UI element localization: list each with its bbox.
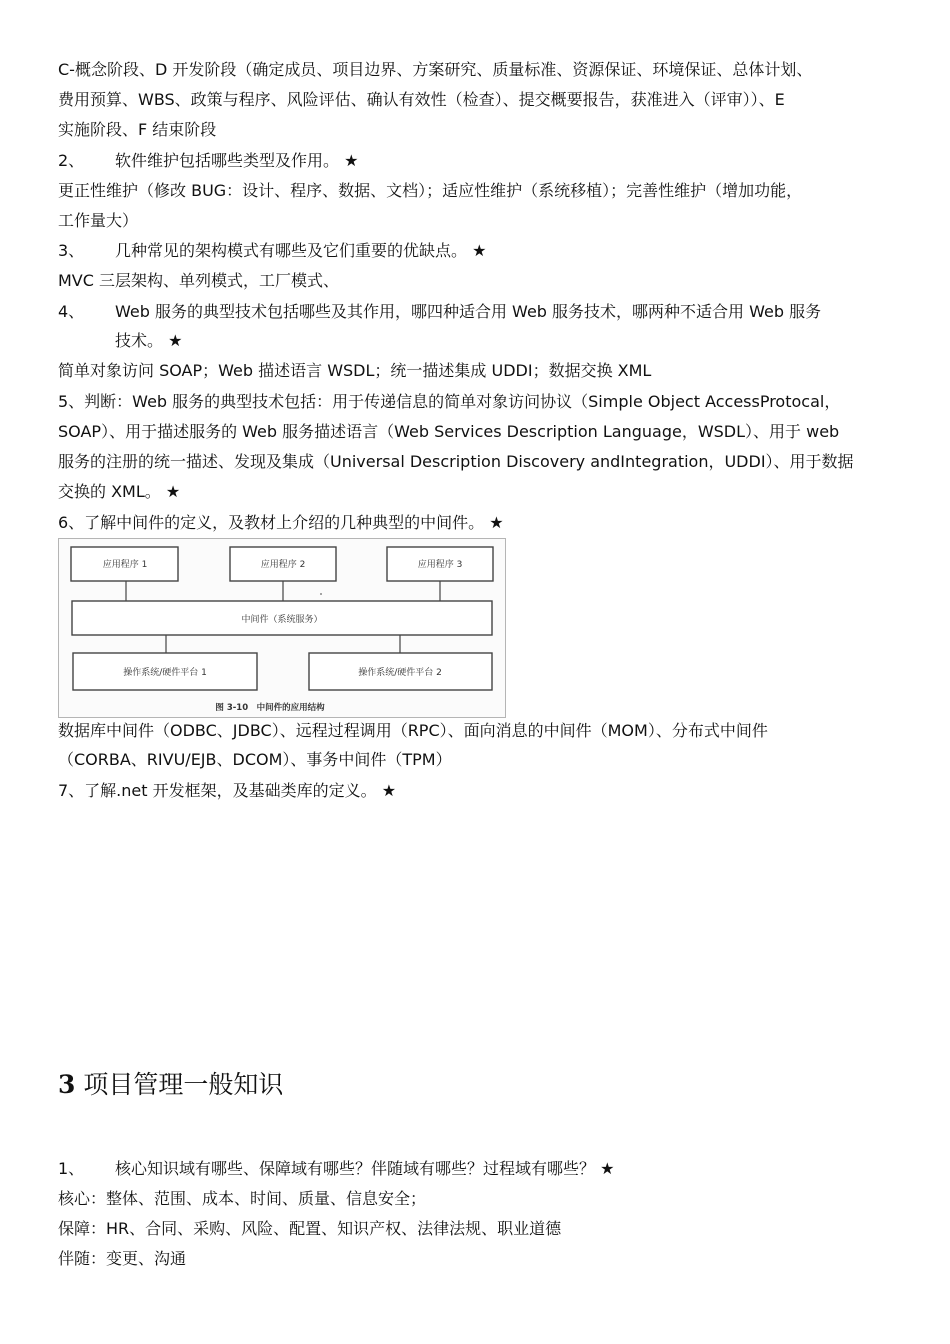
question-number: 3、 (58, 241, 85, 260)
question-text: 几种常见的架构模式有哪些及它们重要的优缺点。 ★ (115, 241, 487, 260)
question-4-line-2: 技术。 ★ (115, 331, 183, 350)
phase-text-line-1: C-概念阶段、D 开发阶段（确定成员、项目边界、方案研究、质量标准、资源保证、环境保证、总体计划、 (58, 60, 813, 79)
answer-6-line-2: （CORBA、RIVU/EJB、DCOM）、事务中间件（TPM） (58, 750, 452, 769)
os-label-1: 操作系统/硬件平台 1 (123, 668, 207, 678)
section-heading (58, 1068, 283, 1102)
speck (320, 593, 322, 595)
app-label-2: 应用程序 2 (260, 560, 306, 570)
answer-2-line-2: 工作量大） (58, 211, 139, 230)
section-title: 项目管理一般知识 (83, 1070, 284, 1099)
phase-text-line-3: 实施阶段、F 结束阶段 (58, 120, 217, 139)
app-label-1: 应用程序 1 (102, 560, 148, 570)
question-number: 2、 (58, 151, 85, 170)
os-label-2: 操作系统/硬件平台 2 (358, 668, 442, 678)
middleware-diagram (59, 539, 505, 717)
question-6: 6、了解中间件的定义，及教材上介绍的几种典型的中间件。 ★ (58, 513, 504, 532)
question-text: 软件维护包括哪些类型及作用。 ★ (115, 151, 359, 170)
phase-text-line-2: 费用预算、WBS、政策与程序、风险评估、确认有效性（检查）、提交概要报告，获准进入（评审））、E (58, 90, 785, 109)
question-7: 7、了解.net 开发框架，及基础类库的定义。 ★ (58, 781, 397, 800)
answer-3: MVC 三层架构、单列模式，工厂模式、 (58, 271, 340, 290)
answer-4: 简单对象访问 SOAP；Web 描述语言 WSDL；统一描述集成 UDDI；数据交换 XML (58, 361, 652, 380)
question-5-line-2: SOAP）、用于描述服务的 Web 服务描述语言（Web Services Description Language，WSDL）、用于 web (58, 422, 840, 441)
figure-caption: 图 3-10 中间件的应用结构 (215, 703, 325, 713)
answer-2-line-1: 更正性维护（修改 BUG：设计、程序、数据、文档）；适应性维护（系统移植）；完善性维护（增加功能， (58, 181, 803, 200)
answer-6-line-1: 数据库中间件（ODBC、JDBC）、远程过程调用（RPC）、面向消息的中间件（MOM）、分布式中间件 (58, 721, 768, 740)
core-domains: 核心：整体、范围、成本、时间、质量、信息安全； (58, 1189, 427, 1208)
question-text: 核心知识域有哪些、保障域有哪些？伴随域有哪些？过程域有哪些？ ★ (115, 1159, 615, 1178)
question-5-line-4: 交换的 XML。 ★ (58, 482, 181, 501)
middleware-figure (58, 538, 506, 718)
accompany-domains: 伴随：变更、沟通 (58, 1249, 187, 1268)
middleware-label: 中间件（系统服务） (241, 615, 323, 625)
section-number: 3 (58, 1070, 76, 1099)
question-5-line-1: 5、判断：Web 服务的典型技术包括：用于传递信息的简单对象访问协议（Simple Object AccessProtocal， (58, 392, 841, 411)
question-number: 4、 (58, 302, 85, 321)
question-5-line-3: 服务的注册的统一描述、发现及集成（Universal Description Discovery andIntegration，UDDI）、用于数据 (58, 452, 854, 471)
question-number: 1、 (58, 1159, 85, 1178)
question-text-line-1: Web 服务的典型技术包括哪些及其作用，哪四种适合用 Web 服务技术，哪两种不适合用 Web 服务 (115, 302, 822, 321)
app-label-3: 应用程序 3 (417, 560, 463, 570)
support-domains: 保障：HR、合同、采购、风险、配置、知识产权、法律法规、职业道德 (58, 1219, 562, 1238)
